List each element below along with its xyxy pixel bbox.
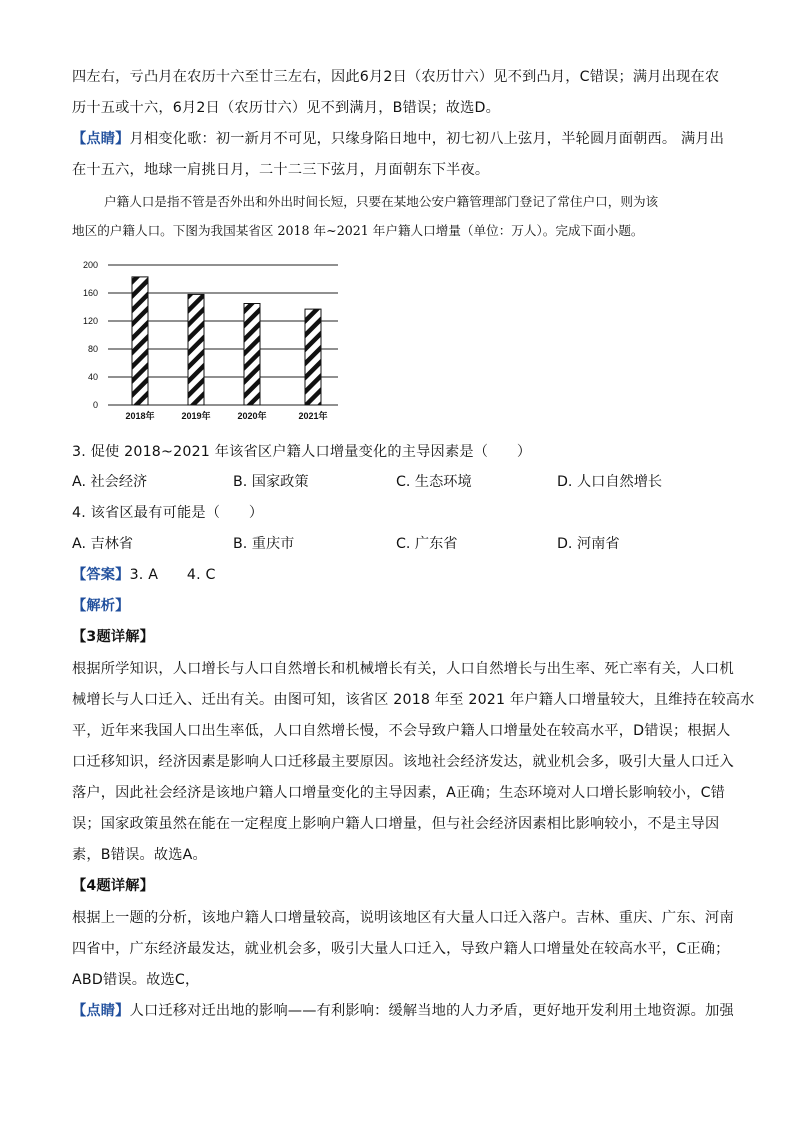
q4-option-c[interactable]: C. 广东省 (396, 536, 458, 552)
detail-3-line: 落户，因此社会经济是该地户籍人口增量变化的主导因素，A正确；生态环境对人口增长影响较小，C错 (72, 785, 726, 801)
x-tick-label: 2021年 (298, 411, 328, 421)
detail-4-line: 根据上一题的分析，该地户籍人口增量较高，说明该地区有大量人口迁入落户。吉林、重庆、广东、河南 (72, 910, 734, 926)
q3-option-c[interactable]: C. 生态环境 (396, 474, 472, 490)
detail-3-heading: 【3题详解】 (72, 629, 155, 645)
dianjing-text: 人口迁移对迁出地的影响——有利影响：缓解当地的人力矛盾，更好地开发利用土地资源。加强 (129, 1003, 734, 1019)
dianjing-text: 月相变化歌：初一新月不可见，只缘身陷日地中，初七初八上弦月，半轮圆月面朝西。 满月出 (129, 131, 725, 147)
question-4-stem: 4. 该省区最有可能是（ ） (72, 505, 264, 521)
detail-3-line: 素，B错误。故选A。 (72, 847, 207, 863)
analysis-heading (72, 596, 130, 616)
x-tick-label: 2019年 (181, 411, 211, 421)
text-line: 历十五或十六，6月2日（农历廿六）见不到满月，B错误；故选D。 (72, 100, 500, 116)
y-tick-label: 0 (92, 400, 98, 410)
bar (305, 309, 321, 405)
x-axis-ticks (125, 410, 327, 421)
q4-option-a[interactable]: A. 吉林省 (72, 536, 134, 552)
x-tick-label: 2020年 (237, 411, 267, 421)
detail-3-line: 械增长与人口迁入、迁出有关。由图可知，该省区 2018 年至 2021 年户籍人口增量较大，且维持在较高水 (72, 692, 755, 708)
intro-line: 户籍人口是指不管是否外出和外出时间长短，只要在某地公安户籍管理部门登记了常住户口，则为该 (104, 194, 659, 209)
y-tick-label: 120 (82, 316, 98, 326)
dianjing-note-2 (72, 1001, 734, 1021)
y-axis-ticks (83, 260, 98, 410)
detail-3-line: 平，近年来我国人口出生率低，人口自然增长慢，不会导致户籍人口增量处在较高水平，D错误；根据人 (72, 723, 731, 739)
detail-4-heading: 【4题详解】 (72, 878, 155, 894)
q3-option-b[interactable]: B. 国家政策 (233, 474, 309, 490)
text-line: 在十五六，地球一肩挑日月，二十二三下弦月，月面朝东下半夜。 (72, 162, 490, 178)
detail-3-line: 口迁移知识，经济因素是影响人口迁移最主要原因。该地社会经济发达，就业机会多，吸引大量人口迁入 (72, 754, 734, 770)
answer-tag: 【答案】 (72, 567, 130, 583)
q3-option-d[interactable]: D. 人口自然增长 (557, 474, 663, 490)
bar (244, 304, 260, 406)
bar (132, 277, 148, 405)
detail-4-line: 四省中，广东经济最发达，就业机会多，吸引大量人口迁入，导致户籍人口增量处在较高水平，C正确； (72, 941, 730, 957)
x-tick-label: 2018年 (125, 411, 155, 421)
dianjing-tag: 【点睛】 (72, 1003, 130, 1019)
detail-4-line: ABD错误。故选C， (72, 972, 200, 988)
question-3-stem: 3. 促使 2018~2021 年该省区户籍人口增量变化的主导因素是（ ） (72, 444, 532, 460)
bar-chart (72, 254, 352, 426)
text-line: 四左右，亏凸月在农历十六至廿三左右，因此6月2日（农历廿六）见不到凸月，C错误；满月出现在农 (72, 69, 720, 85)
detail-3-line: 根据所学知识，人口增长与人口自然增长和机械增长有关，人口自然增长与出生率、死亡率有关，人口机 (72, 661, 734, 677)
y-tick-label: 80 (87, 344, 98, 354)
intro-line: 地区的户籍人口。下图为我国某省区 2018 年~2021 年户籍人口增量（单位：万人）。完成下面小题。 (72, 223, 644, 238)
answer-line (72, 565, 216, 585)
dianjing-note (72, 129, 724, 149)
y-tick-label: 160 (82, 288, 98, 298)
y-tick-label: 40 (87, 372, 98, 382)
answer-text: 3. A 4. C (129, 567, 216, 583)
q3-option-a[interactable]: A. 社会经济 (72, 474, 148, 490)
chart-bars (132, 277, 321, 405)
analysis-tag: 【解析】 (72, 598, 130, 614)
dianjing-tag: 【点睛】 (72, 131, 130, 147)
q4-option-b[interactable]: B. 重庆市 (233, 536, 295, 552)
detail-3-line: 误；国家政策虽然在能在一定程度上影响户籍人口增量，但与社会经济因素相比影响较小，不是主导因 (72, 816, 720, 832)
bar (188, 294, 204, 405)
q4-option-d[interactable]: D. 河南省 (557, 536, 620, 552)
y-tick-label: 200 (82, 260, 98, 270)
